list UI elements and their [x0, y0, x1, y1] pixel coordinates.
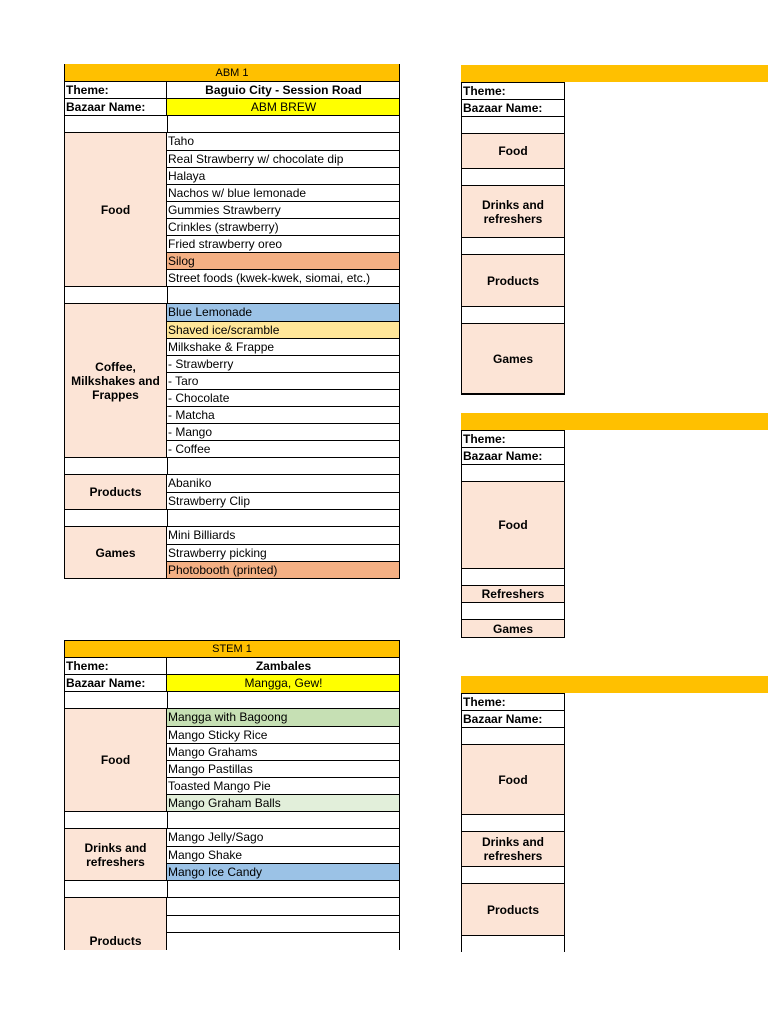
spacer-row [462, 116, 564, 133]
list-item[interactable]: Photobooth (printed) [167, 561, 399, 578]
food-category-label: Food [462, 481, 564, 568]
theme-label: Theme: [65, 658, 167, 674]
spacer-row [462, 935, 564, 952]
coffee-category-label: Coffee, Milkshakes and Frappes [65, 304, 167, 457]
list-item[interactable]: Strawberry picking [167, 544, 399, 561]
bazaar-name-label: Bazaar Name: [462, 710, 564, 727]
theme-label: Theme: [65, 82, 167, 98]
list-item[interactable]: - Matcha [167, 406, 399, 423]
abm-products-group [65, 474, 399, 509]
spacer-row [462, 306, 564, 323]
right-table-header-bar [461, 676, 768, 693]
food-category-label: Food [462, 133, 564, 168]
list-item[interactable]: Fried strawberry oreo [167, 235, 399, 252]
refreshers-category-label: Refreshers [462, 585, 564, 602]
list-item[interactable]: Gummies Strawberry [167, 201, 399, 218]
abm-food-list [167, 133, 399, 286]
right-table-1 [461, 65, 768, 395]
list-item[interactable]: Mango Shake [167, 846, 399, 863]
abm-bazaar-row [65, 98, 399, 115]
games-category-label: Games [462, 619, 564, 637]
spacer-row [65, 457, 399, 474]
list-item[interactable]: Mango Sticky Rice [167, 726, 399, 743]
right-table-header-bar [461, 413, 768, 430]
spacer-row [462, 568, 564, 585]
list-item[interactable]: Street foods (kwek-kwek, siomai, etc.) [167, 269, 399, 286]
list-item[interactable] [167, 915, 399, 932]
abm-games-list [167, 527, 399, 578]
food-category-label: Food [65, 133, 167, 286]
list-item[interactable]: - Coffee [167, 440, 399, 457]
list-item[interactable]: Milkshake & Frappe [167, 338, 399, 355]
products-category-label: Products [65, 898, 167, 950]
games-category-label: Games [462, 323, 564, 393]
products-category-label: Products [65, 475, 167, 509]
bazaar-name-label: Bazaar Name: [65, 675, 167, 691]
right-table-body [461, 430, 565, 638]
stem-table [64, 640, 400, 950]
list-item[interactable]: Blue Lemonade [167, 304, 399, 321]
bazaar-name-value[interactable]: Mangga, Gew! [167, 675, 399, 691]
stem-bazaar-row [65, 674, 399, 691]
drinks-category-label: Drinks and refreshers [462, 185, 564, 237]
list-item[interactable]: Mango Pastillas [167, 760, 399, 777]
theme-value[interactable]: Baguio City - Session Road [205, 83, 362, 97]
spacer-row [462, 464, 564, 481]
spacer-row [65, 115, 399, 132]
list-item[interactable]: - Taro [167, 372, 399, 389]
list-item[interactable]: - Strawberry [167, 355, 399, 372]
spacer-row [462, 602, 564, 619]
list-item[interactable]: Nachos w/ blue lemonade [167, 184, 399, 201]
food-category-label: Food [462, 744, 564, 814]
right-table-header-bar [461, 65, 768, 82]
spacer-row [462, 237, 564, 254]
bazaar-name-label: Bazaar Name: [65, 99, 167, 115]
abm-coffee-group [65, 303, 399, 457]
stem-drinks-list [167, 829, 399, 880]
list-item[interactable]: - Mango [167, 423, 399, 440]
list-item[interactable]: Mango Grahams [167, 743, 399, 760]
spacer-row [462, 814, 564, 831]
products-category-label: Products [462, 883, 564, 935]
list-item[interactable]: Real Strawberry w/ chocolate dip [167, 150, 399, 167]
games-category-label: Games [65, 527, 167, 578]
stem-header: STEM 1 [65, 640, 399, 657]
list-item[interactable]: Silog [167, 252, 399, 269]
list-item[interactable]: Mango Jelly/Sago [168, 830, 264, 844]
list-item[interactable]: Taho [168, 134, 195, 148]
right-table-3 [461, 676, 768, 952]
list-item[interactable]: Shaved ice/scramble [167, 321, 399, 338]
list-item[interactable]: Crinkles (strawberry) [167, 218, 399, 235]
spacer-row [65, 811, 399, 828]
bazaar-name-value[interactable]: ABM BREW [167, 99, 399, 115]
list-item[interactable]: - Chocolate [167, 389, 399, 406]
spacer-row [462, 866, 564, 883]
abm-header: ABM 1 [65, 64, 399, 81]
theme-label: Theme: [462, 693, 564, 710]
list-item[interactable]: Mangga with Bagoong [167, 709, 399, 726]
list-item[interactable] [167, 898, 399, 915]
abm-theme-row [65, 81, 399, 98]
list-item[interactable]: Mango Ice Candy [167, 863, 399, 880]
right-table-2 [461, 413, 768, 638]
abm-food-group [65, 132, 399, 286]
list-item[interactable]: Halaya [167, 167, 399, 184]
bazaar-name-label: Bazaar Name: [462, 99, 564, 116]
theme-label: Theme: [462, 430, 564, 447]
right-table-body [461, 82, 565, 395]
spacer-row [65, 880, 399, 897]
theme-value[interactable]: Zambales [255, 659, 312, 673]
stem-food-list [167, 709, 399, 811]
stem-drinks-group [65, 828, 399, 880]
food-category-label: Food [65, 709, 167, 811]
stem-products-list [167, 898, 399, 950]
spacer-row [65, 286, 399, 303]
abm-products-list [167, 475, 399, 509]
abm-games-group [65, 526, 399, 578]
list-item[interactable]: Mango Graham Balls [167, 794, 399, 811]
stem-products-group [65, 897, 399, 950]
list-item[interactable]: Abaniko [168, 476, 212, 490]
list-item[interactable]: Strawberry Clip [167, 492, 399, 509]
stem-food-group [65, 708, 399, 811]
stem-theme-row [65, 657, 399, 674]
spacer-row [65, 691, 399, 708]
list-item[interactable]: Toasted Mango Pie [167, 777, 399, 794]
right-table-body [461, 693, 565, 952]
products-category-label: Products [462, 254, 564, 306]
bazaar-name-label: Bazaar Name: [462, 447, 564, 464]
spacer-row [65, 509, 399, 526]
abm-coffee-list [167, 304, 399, 457]
drinks-category-label: Drinks and refreshers [462, 831, 564, 866]
abm-table [64, 64, 400, 579]
list-item[interactable] [167, 932, 399, 949]
drinks-category-label: Drinks and refreshers [65, 829, 167, 880]
spacer-row [462, 727, 564, 744]
theme-label: Theme: [462, 82, 564, 99]
spacer-row [462, 168, 564, 185]
list-item[interactable]: Mini Billiards [168, 528, 236, 542]
